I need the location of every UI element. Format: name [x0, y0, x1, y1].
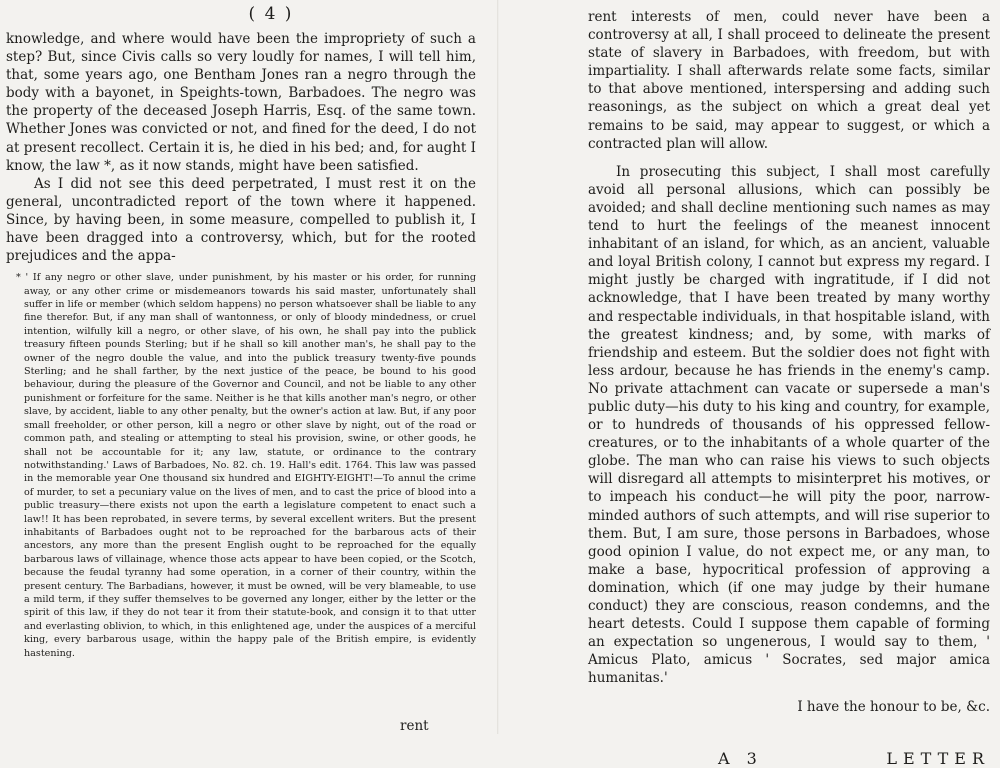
right-paragraph-2: In prosecuting this subject, I shall most carefully avoid all personal allusions, which can possibly be avoided; and shall decline mentioning such names as may tend to hurt the feelings of the meanest innocent inhabitant of an island, for which, as an ancient, valuable and loyal British colony, I cannot but express my regard. I might justly be charged with ingratitude, if I did not acknowledge, that I have been treated by many worthy and respectable individuals, in that hospitable island, with the greatest kindness; and, by some, with marks of friendship and esteem. But the soldier does not fight with less ardour, because he has friends in the enemy's camp. No private attachment can vacate or supersede a man's public duty—his duty to his king and country, for example, or to hundreds of thousands of his oppressed fellow-creatures, or to the inhabitants of a whole quarter of the globe. The man who can raise his views to such objects will disregard all attempts to misinterpret his motives, or to impeach his conduct—he will pity the poor, narrow-minded authors of such attempts, and will rise superior to them. But, I am sure, those persons in Barbadoes, whose good opinion I value, do not expect me, or any man, to make a base, hypocritical profession of approving a domination, which (if one may judge by their humane conduct) they are conscious, reason condemns, and the heart detests. Could I suppose them capable of forming an expectation so ungenerous, I would say to them, ' Amicus Plato, amicus ' Socrates, sed major amica humanitas.'	[588, 163, 990, 687]
left-paragraph-2: As I did not see this deed perpetrated, I must rest it on the general, uncontradicted report of the town where it happened. Since, by having been, in some measure, compelled to publish it, I have been dragged into a controversy, which, but for the rooted prejudices and the appa-	[6, 175, 476, 265]
right-page	[498, 0, 1000, 768]
left-paragraph-1: knowledge, and where would have been the impropriety of such a step? But, since Civis calls so very loudly for names, I will tell him, that, some years ago, one Bentham Jones ran a negro through the body with a bayonet, in Speights-town, Barbadoes. The negro was the property of the deceased Joseph Harris, Esq. of the same town. Whether Jones was convicted or not, and fined for the deed, I do not at present recollect. Certain it is, he died in his bed; and, for aught I know, the law *, as it now stands, might have been satisfied.	[6, 31, 476, 174]
closing-line: I have the honour to be, &c.	[797, 699, 990, 716]
signature-row	[588, 749, 990, 768]
right-catchword: LETTER	[886, 749, 990, 768]
right-paragraph-1: rent interests of men, could never have been a controversy at all, I shall proceed to delineate the present state of slavery in Barbadoes, with freedom, but with impartiality. I shall afterwards relate some facts, similar to that above mentioned, interspersing and adding such reasonings, as the subject on which a great deal yet remains to be said, may appear to suggest, or which a contracted plan will allow.	[588, 9, 990, 152]
page-number: ( 4 )	[248, 4, 294, 24]
signature-mark: A 3	[718, 749, 763, 768]
left-page	[0, 0, 498, 734]
left-catchword: rent	[400, 718, 429, 734]
footnote: * ' If any negro or other slave, under punishment, by his master or his order, for running away, or any other crime or misdemeanors towards his said master, unfortunately shall suffer in life or member (which seldom happens) no person whatsoever shall be liable to any fine therefor. But, if any man shall of wantonness, or only of bloody mindedness, or cruel intention, wilfully kill a negro, or other slave, of his own, he shall pay into the publick treasury fifteen pounds Sterling; but if he shall so kill another man's, he shall pay to the owner of the negro double the value, and into the publick treasury twenty-five pounds Sterling; and he shall farther, by the next justice of the peace, be bound to his good behaviour, during the pleasure of the Governor and Council, and not be liable to any other punishment or forfeiture for the same. Neither is he that kills another man's negro, or other slave, by accident, liable to any other penalty, but the owner's action at law. But, if any poor small freeholder, or other person, kill a negro or other slave by night, out of the road or common path, and stealing or attempting to steal his provision, swine, or other goods, he shall not be accountable for it; any law, statute, or ordinance to the contrary notwithstanding.' Laws of Barbadoes, No. 82. ch. 19. Hall's edit. 1764. This law was passed in the memorable year One thousand six hundred and EIGHTY-EIGHT!—To annul the crime of murder, to set a pecuniary value on the lives of men, and to cast the price of blood into a public treasury—there exists not upon the earth a legislature competent to enact such a law!! It has been reprobated, in severe terms, by several excellent writers. But the present inhabitants of Barbadoes ought not to be reproached for the barbarous acts of their ancestors, any more than the present English ought to be reproached for the equally barbarous laws of villainage, whence those acts appear to have been copied, or the Scotch, because the feudal tyranny had some operation, in a corner of their country, within the present century. The Barbadians, however, it must be owned, will be very blameable, to use a mild term, if they suffer themselves to be governed any longer, either by the letter or the spirit of this law, if they do not tear it from their statute-book, and consign it to that utter and everlasting oblivion, to which, in this enlightened age, under the auspices of a merciful king, every barbarous usage, within the happy pale of the British empire, is evidently hastening.	[16, 272, 476, 659]
